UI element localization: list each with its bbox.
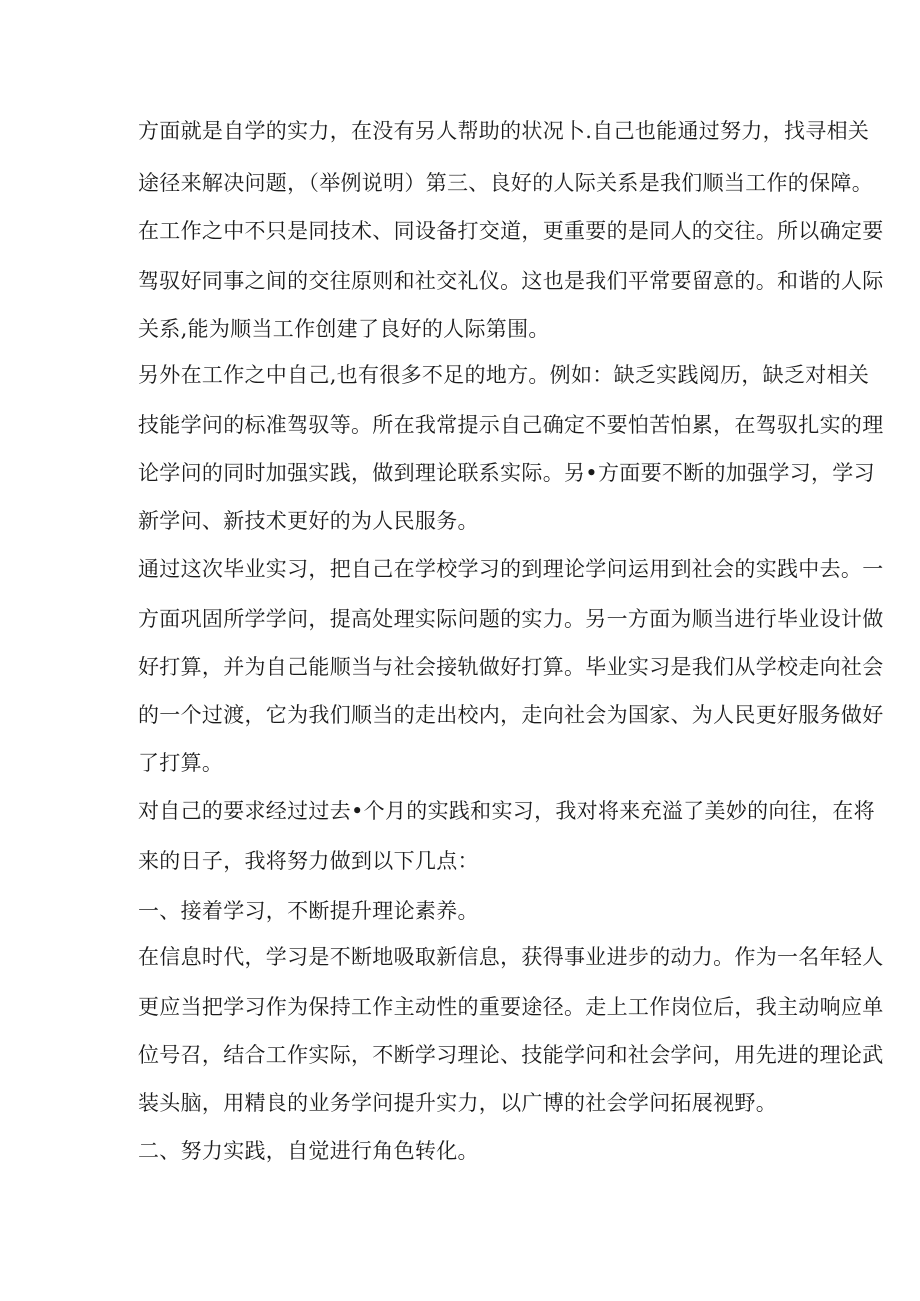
text-line: 论学问的同时加强实践，做到理论联系实际。另•方面要不断的加强学习，学习 <box>138 461 875 485</box>
text-line: 好打算，并为自己能顺当与社会接轨做好打算。毕业实习是我们从学校走向社会 <box>138 655 884 679</box>
text-line: 在工作之中不只是同技术、同设备打交道，更重要的是同人的交往。所以确定要 <box>138 219 884 243</box>
text-line: 来的日子，我将努力做到以下几点： <box>138 849 479 873</box>
text-line: 途径来解决问题，（举例说明）第三、良好的人际关系是我们顺当工作的保障。 <box>138 171 873 195</box>
text-line: 方面就是自学的实力，在没有另人帮助的状况卜.自己也能通过努力，找寻相关 <box>138 119 870 143</box>
text-line: 在信息时代，学习是不断地吸取新信息，获得事业进步的动力。作为一名年轻人 <box>138 945 884 969</box>
text-line: 通过这次毕业实习，把自己在学校学习的到理论学问运用到社会的实践中去。一 <box>138 557 884 581</box>
text-line: 另外在工作之中自己,也有很多不足的地方。例如：缺乏实践阅历，缺乏对相关 <box>138 363 870 387</box>
text-line: 一、接着学习，不断提升理论素养。 <box>138 899 479 923</box>
text-line: 了打算。 <box>138 751 224 775</box>
text-line: 位号召，结合工作实际，不断学习理论、技能学问和社会学问，用先进的理论武 <box>138 1043 884 1067</box>
text-line: 驾驭好同事之间的交往原则和社交礼仪。这也是我们平常要留意的。和谐的人际 <box>138 269 884 293</box>
text-line: 方面巩固所学学问，提高处理实际问题的实力。另一方面为顺当进行毕业设计做 <box>138 607 884 631</box>
text-line: 关系,能为顺当工作创建了良好的人际第围。 <box>138 317 550 341</box>
text-line: 二、努力实践，自觉进行角色转化。 <box>138 1139 479 1163</box>
text-line: 更应当把学习作为保持工作主动性的重要途径。走上工作岗位后，我主动响应单 <box>138 995 884 1019</box>
text-line: 对自己的要求经过过去•个月的实践和实习，我对将来充溢了美妙的向往，在将 <box>138 799 875 823</box>
text-line: 技能学问的标准驾驭等。所在我常提示自己确定不要怕苦怕累，在驾驭扎实的理 <box>138 413 884 437</box>
text-line: 新学问、新技术更好的为人民服务。 <box>138 509 479 533</box>
text-line: 的一个过渡，它为我们顺当的走出校内，走向社会为国家、为人民更好服务做好 <box>138 703 884 727</box>
text-line: 装头脑，用精良的业务学问提升实力，以广博的社会学问拓展视野。 <box>138 1091 777 1115</box>
